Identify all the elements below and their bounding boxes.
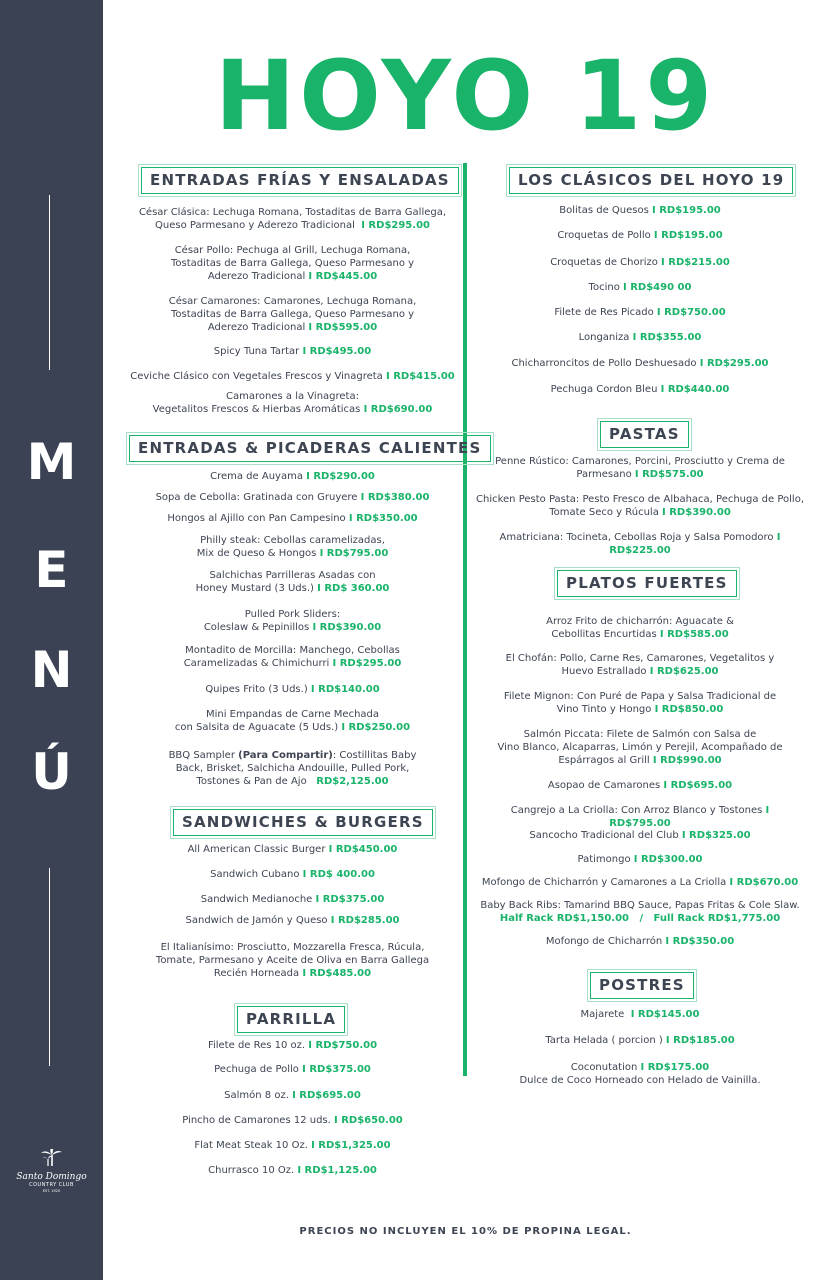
item-price: I RD$690.00 — [363, 403, 433, 415]
item-price: I RD$250.00 — [341, 721, 411, 733]
menu-item: Cangrejo a La Criolla: Con Arroz Blanco y Tostones I RD$795.00 — [510, 805, 770, 829]
menu-item: Filete de Res Picado I RD$750.00 — [554, 307, 726, 318]
menu-item: Filete Mignon: Con Puré de Papa y Salsa Tradicional de Vino Tinto y Hongo I RD$850.00 — [503, 691, 777, 715]
item-price: I RD$575.00 — [634, 468, 704, 480]
item-price: I RD$325.00 — [681, 830, 751, 841]
item-price: I RD$290.00 — [306, 471, 375, 482]
sidebar-divider-top — [49, 195, 50, 370]
menu-item: Mofongo de Chicharrón I RD$350.00 — [545, 936, 735, 947]
sidebar — [0, 0, 103, 1280]
menu-item: All American Classic Burger I RD$450.00 — [187, 844, 398, 855]
item-price: I RD$350.00 — [348, 513, 418, 524]
menu-item: Salmón 8 oz. I RD$695.00 — [224, 1090, 361, 1101]
menu-item: Salmón Piccata: Filete de Salmón con Salsa de Vino Blanco, Alcaparras, Limón y Perejil, Acompañado de Espárragos al Grill I RD$990.00 — [497, 729, 783, 766]
menu-item: Sancocho Tradicional del Club I RD$325.00 — [529, 830, 751, 841]
item-price: I RD$300.00 — [633, 854, 703, 865]
menu-item: Pulled Pork Sliders: Coleslaw & Pepinillos I RD$390.00 — [203, 609, 382, 633]
item-price: I RD$650.00 — [334, 1115, 403, 1126]
item-price: I RD$195.00 — [653, 230, 723, 241]
menu-item: Chicharroncitos de Pollo Deshuesado I RD$295.00 — [511, 358, 769, 369]
menu-item: Tarta Helada ( porcion ) I RD$185.00 — [545, 1035, 735, 1046]
item-price: I RD$670.00 — [729, 877, 799, 888]
item-price: I RD$355.00 — [632, 332, 702, 343]
menu-item: BBQ Sampler (Para Compartir): Costillitas Baby Back, Brisket, Salchicha Andouille, Pulled Pork, Tostones & Pan de Ajo RD$2,125.00 — [168, 750, 417, 787]
menu-item: Philly steak: Cebollas caramelizadas, Mix de Queso & Hongos I RD$795.00 — [196, 535, 389, 559]
menu-item: Chicken Pesto Pasta: Pesto Fresco de Albahaca, Pechuga de Pollo, Tomate Seco y Rúcula I RD$390.00 — [476, 494, 804, 518]
menu-item: Montadito de Morcilla: Manchego, Cebollas Caramelizadas & Chimichurri I RD$295.00 — [183, 645, 402, 669]
item-price: I RD$440.00 — [660, 384, 730, 395]
menu-item: Pincho de Camarones 12 uds. I RD$650.00 — [182, 1115, 403, 1126]
item-price: I RD$140.00 — [310, 684, 380, 695]
menu-item: César Camarones: Camarones, Lechuga Romana, Tostaditas de Barra Gallega, Queso Parmesano y Aderezo Tradicional I RD$595.00 — [168, 296, 417, 333]
menu-letter-u: Ú — [31, 743, 72, 801]
logo-script: Santo Domingo — [16, 1172, 87, 1182]
item-price: I RD$1,125.00 — [297, 1165, 377, 1176]
item-price: I RD$485.00 — [302, 967, 372, 979]
item-price: I RD$375.00 — [315, 894, 385, 905]
menu-item: Asopao de Camarones I RD$695.00 — [547, 780, 733, 791]
item-price: I RD$295.00 — [332, 657, 402, 669]
menu-item: Amatriciana: Tocineta, Cebollas Roja y Salsa Pomodoro I RD$225.00 — [499, 532, 781, 556]
item-price: I RD$350.00 — [665, 936, 735, 947]
item-price: I RD$380.00 — [360, 492, 430, 503]
item-price: I RD$445.00 — [308, 270, 378, 282]
heading-entradas-frias: ENTRADAS FRÍAS Y ENSALADAS — [141, 167, 459, 194]
menu-item: Croquetas de Chorizo I RD$215.00 — [550, 257, 730, 268]
item-price: I RD$175.00 — [640, 1062, 710, 1073]
item-price: I RD$450.00 — [328, 844, 398, 855]
item-price: I RD$795.00 — [609, 805, 770, 829]
menu-item: Spicy Tuna Tartar I RD$495.00 — [213, 346, 372, 357]
menu-item: Baby Back Ribs: Tamarind BBQ Sauce, Papas Fritas & Cole Slaw. Half Rack RD$1,150.00 / Full Rack RD$1,775.00 — [470, 900, 810, 926]
menu-item: Tocino I RD$490 00 — [588, 282, 692, 293]
menu-item: Pechuga Cordon Bleu I RD$440.00 — [550, 384, 730, 395]
item-price: I RD$490 00 — [623, 282, 692, 293]
item-price: I RD$ 400.00 — [302, 869, 375, 880]
menu-item: Patimongo I RD$300.00 — [577, 854, 703, 865]
menu-item: Croquetas de Pollo I RD$195.00 — [557, 230, 723, 241]
menu-item: Flat Meat Steak 10 Oz. I RD$1,325.00 — [194, 1140, 391, 1151]
menu-item: Salchichas Parrilleras Asadas con Honey Mustard (3 Uds.) I RD$ 360.00 — [195, 570, 390, 594]
menu-item: El Chofán: Pollo, Carne Res, Camarones, Vegetalitos y Huevo Estrallado I RD$625.00 — [505, 653, 775, 677]
item-price: I RD$850.00 — [654, 703, 724, 715]
item-price: I RD$195.00 — [652, 205, 721, 216]
item-price: RD$2,125.00 — [316, 775, 389, 787]
item-price: I RD$750.00 — [656, 307, 726, 318]
item-price: I RD$145.00 — [630, 1009, 700, 1020]
item-price: I RD$595.00 — [308, 321, 378, 333]
menu-item: Sandwich Cubano I RD$ 400.00 — [210, 869, 375, 880]
menu-item: Sopa de Cebolla: Gratinada con Gruyere I RD$380.00 — [155, 492, 430, 503]
page-title: HOYO 19 — [214, 40, 717, 152]
menu-item: Coconutation I RD$175.00 Dulce de Coco Horneado con Helado de Vainilla. — [519, 1062, 761, 1086]
menu-item: César Pollo: Pechuga al Grill, Lechuga Romana, Tostaditas de Barra Gallega, Queso Parmesano y Aderezo Tradicional I RD$445.00 — [170, 245, 415, 282]
item-price: I RD$295.00 — [699, 358, 769, 369]
menu-item: El Italianísimo: Prosciutto, Mozzarella Fresca, Rúcula, Tomate, Parmesano y Aceite de Oliva en Barra Gallega Recién Horneada I RD$485.00 — [155, 942, 430, 979]
menu-letter-n: N — [30, 641, 73, 699]
logo-est: EST. 1920 — [42, 1189, 61, 1193]
item-price: I RD$390.00 — [312, 621, 382, 633]
menu-item: Sandwich de Jamón y Queso I RD$285.00 — [185, 915, 400, 926]
menu-item: Camarones a la Vinagreta: Vegetalitos Frescos & Hierbas Aromáticas I RD$690.00 — [152, 391, 433, 415]
menu-letter-e: E — [34, 541, 69, 599]
menu-item: Quipes Frito (3 Uds.) I RD$140.00 — [205, 684, 380, 695]
item-price: I RD$285.00 — [330, 915, 400, 926]
footer-note: PRECIOS NO INCLUYEN EL 10% DE PROPINA LEGAL. — [299, 1226, 632, 1237]
menu-item: Sandwich Medianoche I RD$375.00 — [200, 894, 385, 905]
menu-item: Longaniza I RD$355.00 — [578, 332, 702, 343]
item-price: I RD$215.00 — [661, 257, 730, 268]
palm-tree-icon — [40, 1148, 64, 1166]
item-price: I RD$695.00 — [663, 780, 733, 791]
menu-item: Hongos al Ajillo con Pan Campesino I RD$350.00 — [167, 513, 418, 524]
item-price: I RD$225.00 — [609, 532, 781, 556]
menu-item: Pechuga de Pollo I RD$375.00 — [214, 1064, 371, 1075]
sidebar-divider-bottom — [49, 868, 50, 1066]
logo-subtitle: COUNTRY CLUB — [29, 1182, 74, 1188]
item-price: I RD$ 360.00 — [317, 582, 390, 594]
item-price: Half Rack RD$1,150.00 / Full Rack RD$1,775.00 — [499, 912, 781, 924]
item-price: I RD$415.00 — [386, 371, 455, 382]
menu-letter-m: M — [26, 433, 77, 491]
menu-item: Filete de Res 10 oz. I RD$750.00 — [207, 1040, 378, 1051]
item-price: I RD$585.00 — [659, 628, 729, 640]
heading-clasicos: LOS CLÁSICOS DEL HOYO 19 — [509, 167, 793, 194]
menu-item: Bolitas de Quesos I RD$195.00 — [559, 205, 721, 216]
item-price: I RD$375.00 — [302, 1064, 371, 1075]
menu-item: César Clásica: Lechuga Romana, Tostaditas de Barra Gallega, Queso Parmesano y Aderezo Tradicional I RD$295.00 — [138, 207, 447, 231]
item-price: I RD$695.00 — [292, 1090, 361, 1101]
heading-pastas: PASTAS — [600, 421, 689, 448]
item-price: I RD$795.00 — [319, 547, 389, 559]
menu-item: Churrasco 10 Oz. I RD$1,125.00 — [208, 1165, 377, 1176]
menu-item: Mini Empandas de Carne Mechada con Salsita de Aguacate (5 Uds.) I RD$250.00 — [174, 709, 411, 733]
heading-parrilla: PARRILLA — [237, 1006, 345, 1033]
menu-item: Majarete I RD$145.00 — [580, 1009, 700, 1020]
heading-sandwiches: SANDWICHES & BURGERS — [173, 809, 433, 836]
item-price: I RD$625.00 — [649, 665, 719, 677]
menu-item: Ceviche Clásico con Vegetales Frescos y Vinagreta I RD$415.00 — [130, 371, 455, 382]
item-price: I RD$1,325.00 — [311, 1140, 391, 1151]
item-price: I RD$295.00 — [361, 219, 430, 231]
menu-item: Arroz Frito de chicharrón: Aguacate & Cebollitas Encurtidas I RD$585.00 — [546, 616, 734, 640]
menu-item: Penne Rústico: Camarones, Porcini, Prosciutto y Crema de Parmesano I RD$575.00 — [495, 456, 785, 480]
item-price: I RD$390.00 — [662, 506, 731, 518]
menu-item: Mofongo de Chicharrón y Camarones a La Criolla I RD$670.00 — [481, 877, 799, 888]
item-price: I RD$495.00 — [302, 346, 372, 357]
heading-entradas-calientes: ENTRADAS & PICADERAS CALIENTES — [129, 435, 491, 462]
item-price: I RD$990.00 — [652, 754, 722, 766]
club-logo — [8, 1148, 95, 1193]
item-price: I RD$750.00 — [308, 1040, 378, 1051]
heading-platos-fuertes: PLATOS FUERTES — [557, 570, 737, 597]
item-price: I RD$185.00 — [665, 1035, 735, 1046]
menu-item: Crema de Auyama I RD$290.00 — [210, 471, 375, 482]
right-column — [476, 0, 804, 1200]
heading-postres: POSTRES — [590, 972, 694, 999]
column-divider — [463, 163, 467, 1076]
